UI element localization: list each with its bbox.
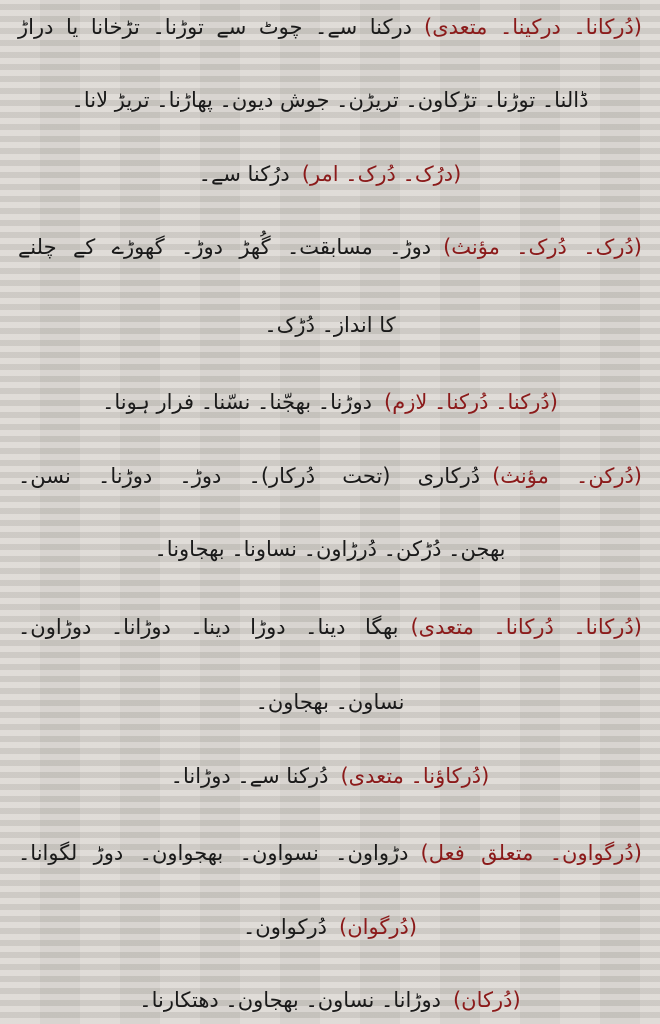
entry-definition: بھجن۔ دُڑکن۔ دُرڑاون۔ نساونا۔ بھجاونا۔ [154,537,506,561]
entry-headword: (دُرکانا۔ دُرکانا۔ متعدی) [410,615,642,639]
entry-definition: ڈالنا۔ توڑنا۔ تڑکاون۔ تریڑن۔ جوش دیون۔ پھاڑنا۔ تریڑ لانا۔ [71,88,589,112]
entry-definition: درُکنا سے۔ [198,162,290,186]
entry-line [18,612,642,642]
entry-definition: دوڑانا۔ نساون۔ بھجاون۔ دھتکارنا۔ [139,988,441,1012]
entry-definition: درکنا سے۔ چوٹ سے توڑنا۔ تڑخانا یا دراڑ [18,15,413,39]
entry-line [18,310,642,340]
entry-definition: دُرکنا سے۔ دوڑانا۔ [170,764,329,788]
entry-line [18,534,642,564]
entry-line [18,159,642,189]
entry-line [18,985,642,1015]
entry-line [18,12,642,42]
entry-definition: دڑواون۔ نسواون۔ بھجواون۔ دوڑ لگوانا۔ [18,841,409,865]
entry-headword: (دُرکاؤنا۔ متعدی) [340,764,490,788]
entry-definition: دُرکواون۔ [242,915,328,939]
entry-definition: دُرکاری (تحت دُرکار)۔ دوڑ۔ دوڑنا۔ نسن۔ [18,464,481,488]
entry-definition: دوڑ۔ مسابقت۔ گُھڑ دوڑ۔ گھوڑے کے چلنے [18,235,432,259]
entry-headword: (دُرگوان) [339,915,418,939]
entry-headword: (درُک۔ دُرک۔ امر) [301,162,462,186]
entry-headword: (دُرکانا۔ درکینا۔ متعدی) [424,15,643,39]
entry-headword: (دُرکن۔ مؤنث) [492,464,643,488]
entry-headword: (دُرکنا۔ دُرکنا۔ لازم) [384,390,558,414]
entry-headword: (دُرک۔ دُرک۔ مؤنث) [443,235,642,259]
entry-line [18,461,642,491]
entry-definition: کا انداز۔ دُڑک۔ [264,313,396,337]
entry-line [18,761,642,791]
entry-definition: بھگا دینا۔ دوڑا دینا۔ دوڑانا۔ دوڑاون۔ [18,615,399,639]
entry-line [18,838,642,868]
entry-line [18,232,642,262]
entry-line [18,687,642,717]
entry-headword: (دُرکان) [452,988,521,1012]
entry-definition: نساون۔ بھجاون۔ [255,690,405,714]
entry-line [18,912,642,942]
entry-line [18,85,642,115]
entry-definition: دوڑنا۔ بھجّنا۔ نسّنا۔ فرار ہونا۔ [102,390,372,414]
entry-headword: (دُرگواون۔ متعلق فعل) [420,841,642,865]
entry-line [18,387,642,417]
